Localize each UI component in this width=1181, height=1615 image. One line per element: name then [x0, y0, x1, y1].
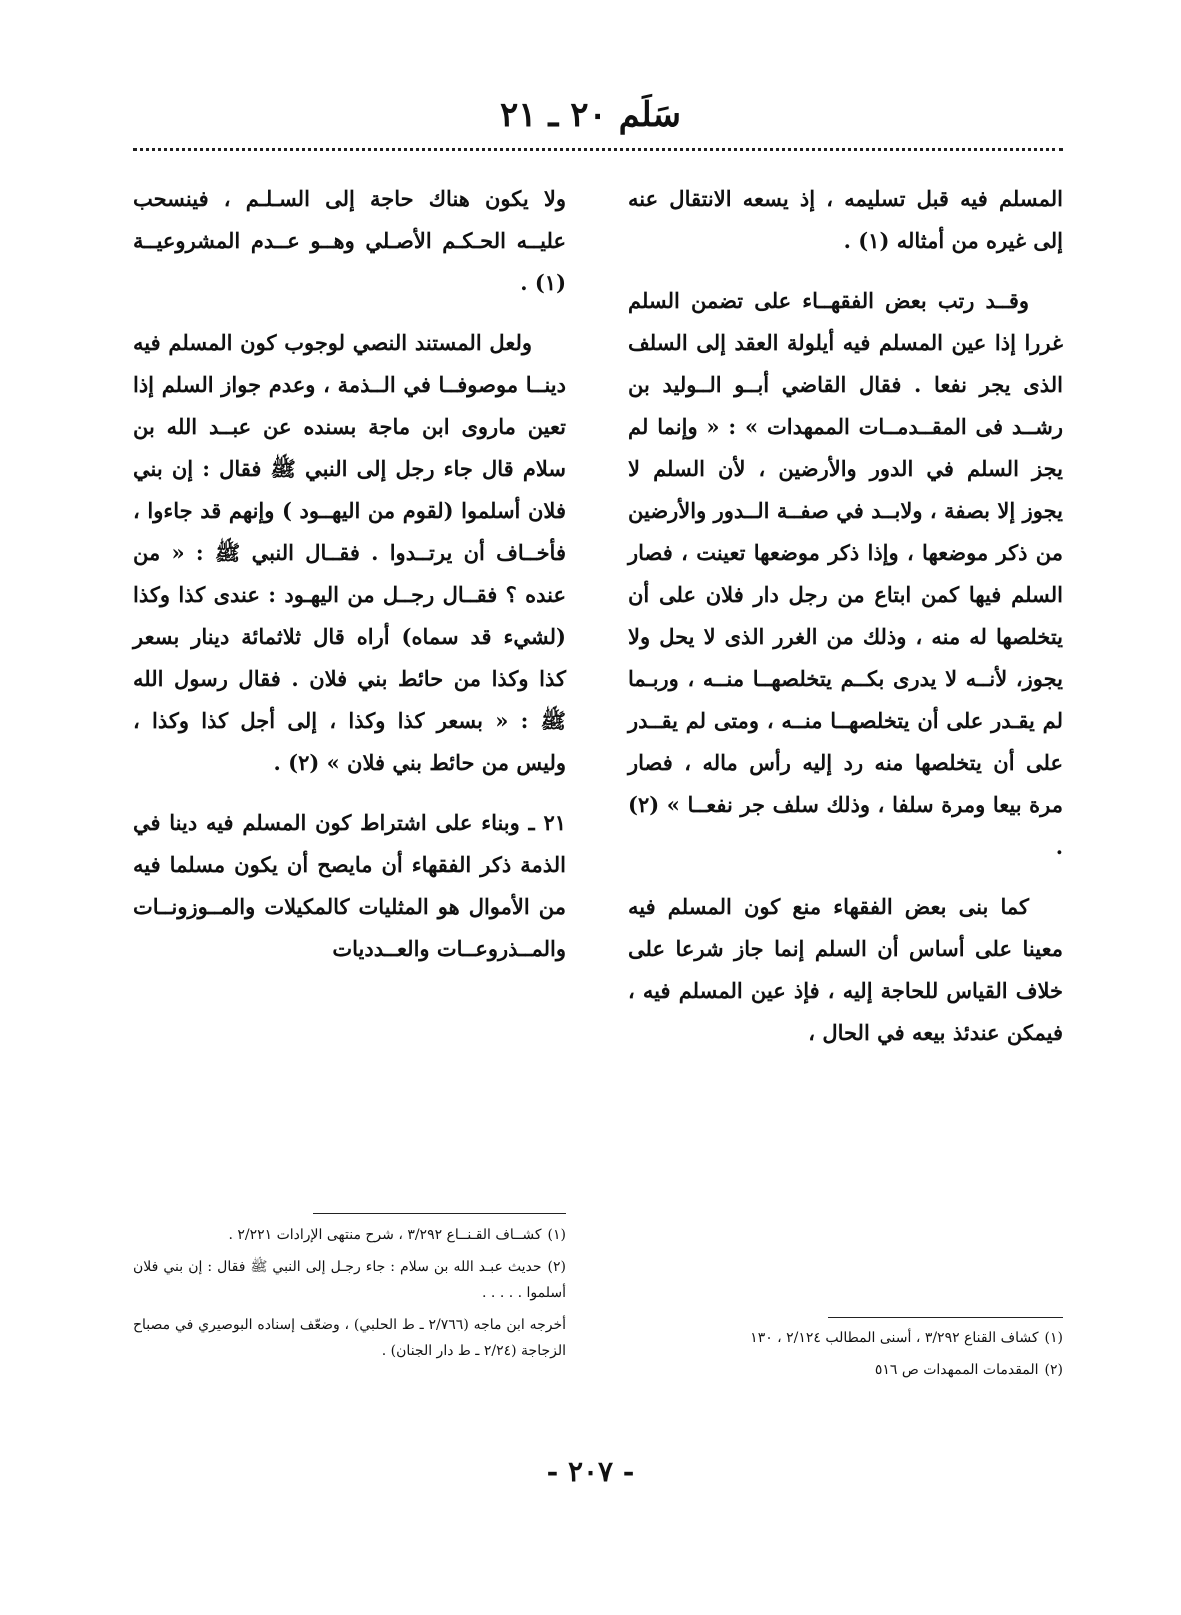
footnote-text: أخرجه ابن ماجه (٢/٧٦٦ ـ ط الحلبي) ، وضعّف إسناده البوصيري في مصباح الزجاجة (٢/٢٤ ـ ط دار الجنان) .: [133, 1317, 567, 1359]
right-column: [628, 178, 1063, 1072]
header-divider: [133, 148, 1063, 151]
footnote-number: (٢): [1044, 1362, 1063, 1378]
footnote-text: المقدمات الممهدات ص ٥١٦: [874, 1362, 1039, 1378]
footnote: [133, 1312, 566, 1364]
paragraph-text: وبناء على اشتراط كون المسلم فيه دينا في الذمة ذكر الفقهاء أن مايصح أن يكون مسلما فيه من الأموال هو المثليات كالمكيلات والمــوزونــات والمــذروعــات والعــدديات: [133, 810, 566, 961]
footnote: [628, 1325, 1063, 1351]
paragraph: وقــد رتب بعض الفقهــاء على تضمن السلم غررا إذا عين المسلم فيه أيلولة العقد إلى السلف الذى يجر نفعا . فقال القاضي أبــو الــوليد بن رشــد فى المقــدمــات الممهدات » : « وإنما لم يجز السلم في الدور والأرضين ، لأن السلم لا يجوز إلا بصفة ، ولابــد في صفــة الــدور والأرضين من ذكر موضعها ، وإذا ذكر موضعها تعينت ، فصار السلم فيها كمن ابتاع من رجل دار فلان على أن يتخلصها له منه ، وذلك من الغرر الذى لا يحل ولا يجوز، لأنــه لا يدرى بكــم يتخلصهــا منــه ، وربـما لم يقـدر على أن يتخلصهــا منــه ، ومتى لم يقــدر على أن يتخلصها منه رد إليه رأس ماله ، فصار مرة بيعا ومرة سلفا ، وذلك سلف جر نفعــا » (٢) .: [628, 288, 1063, 859]
footnote: [628, 1357, 1063, 1383]
paragraph: ولعل المستند النصي لوجوب كون المسلم فيه دينــا موصوفــا في الــذمة ، وعدم جواز السلم إذا تعين ماروى ابن ماجة بسنده عن عبــد الله بن سلام قال جاء رجل إلى النبي ﷺ فقال : إن بني فلان أسلموا (لقوم من اليهــود ) وإنهم قد جاءوا ، فأخــاف أن يرتــدوا . فقــال النبي ﷺ : « من عنده ؟ فقــال رجــل من اليهـود : عندى كذا وكذا (لشيء قد سماه) أراه قال ثلاثمائة دينار بسعر كذا وكذا من حائط بني فلان . فقال رسول الله ﷺ : « بسعر كذا وكذا ، إلى أجل كذا وكذا ، وليس من حائط بني فلان » (٢) .: [133, 330, 566, 775]
footnote-number: (١): [547, 1227, 566, 1243]
paragraph: المسلم فيه قبل تسليمه ، إذ يسعه الانتقال عنه إلى غيره من أمثاله (١) .: [628, 186, 1063, 253]
footnote: [133, 1254, 566, 1306]
page-number: - ٢٠٧ -: [546, 1455, 635, 1488]
footnote: [133, 1222, 566, 1248]
footnote-text: كشــاف القـنــاع ٣/٢٩٢ ، شرح منتهى الإرادات ٢/٢٢١ .: [228, 1227, 542, 1243]
footnote-text: كشاف القناع ٣/٢٩٢ ، أسنى المطالب ٢/١٢٤ ، ١٣٠: [750, 1330, 1039, 1346]
left-column: [133, 178, 566, 988]
footnote-text: حديث عبـد الله بن سلام : جاء رجـل إلى النبي ﷺ فقال : إن بني فلان أسلموا . . . . .: [133, 1259, 566, 1301]
footnotes-right: [628, 1325, 1063, 1389]
footnote-divider-left: [313, 1213, 566, 1214]
footnotes-left: [133, 1222, 566, 1370]
page-header: سَلَم ٢٠ ـ ٢١: [500, 95, 681, 135]
footnote-number: (٢): [547, 1259, 566, 1275]
section-number: ٢١ ـ: [528, 810, 567, 835]
paragraph: ولا يكون هناك حاجة إلى السـلـم ، فينسحب عليــه الحـكـم الأصـلي وهــو عــدم المشروعيــة (١) .: [133, 186, 566, 295]
footnote-number: (١): [1044, 1330, 1063, 1346]
footnote-divider-right: [828, 1317, 1063, 1318]
paragraph: كما بنى بعض الفقهاء منع كون المسلم فيه معينا على أساس أن السلم إنما جاز شرعا على خلاف القياس للحاجة إليه ، فإذ عين المسلم فيه ، فيمكن عندئذ بيعه في الحال ،: [628, 894, 1063, 1045]
paragraph-section-21: [133, 802, 566, 970]
